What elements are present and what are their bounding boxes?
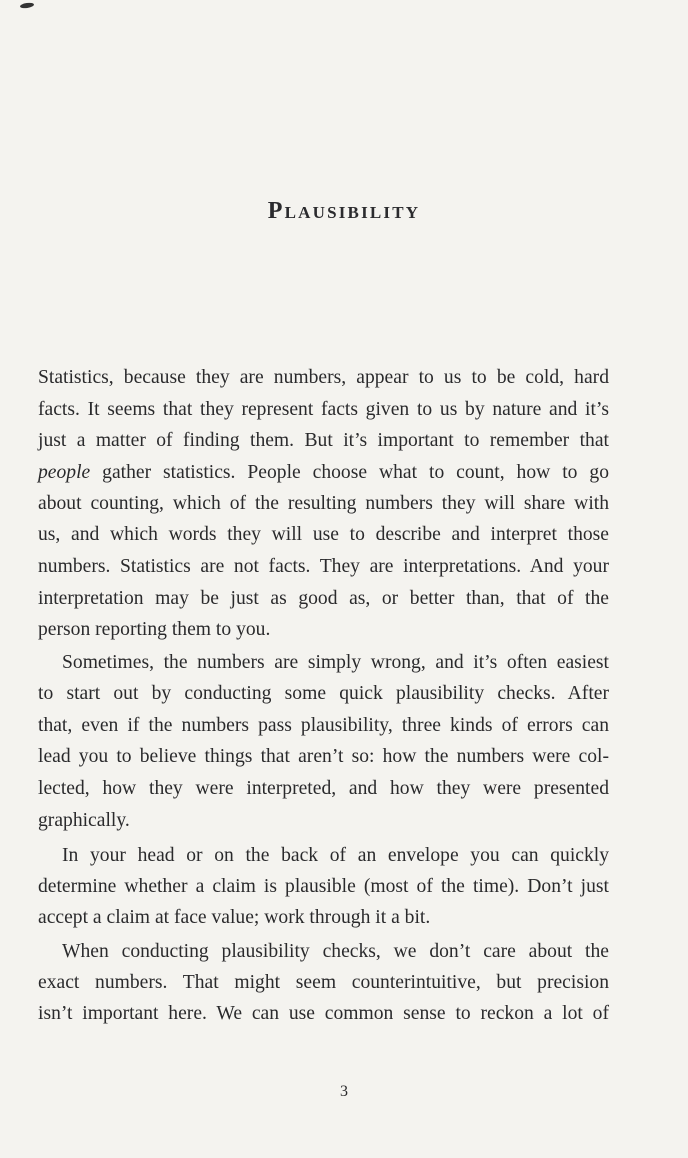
text-line: us, and which words they will use to describe and interpret those	[38, 524, 609, 545]
text-line: Statistics, because they are numbers, appear to us to be cold, hard	[38, 367, 609, 388]
italic-word: people	[38, 462, 91, 483]
text-line: determine whether a claim is plausible (most of the time). Don’t just	[38, 876, 609, 897]
text-line: lected, how they were interpreted, and how they were presented	[38, 778, 609, 799]
text-line: to start out by conducting some quick plausibility checks. After	[38, 683, 609, 704]
text-line: Sometimes, the numbers are simply wrong, and it’s often easiest	[62, 652, 609, 673]
text-line: interpretation may be just as good as, or better than, that of the	[38, 588, 609, 609]
text-line: person reporting them to you.	[38, 619, 271, 640]
text-line: facts. It seems that they represent facts given to us by nature and it’s	[38, 399, 609, 420]
text-line: In your head or on the back of an envelope you can quickly	[62, 845, 609, 866]
text-line: lead you to believe things that aren’t so: how the numbers were col-	[38, 746, 609, 767]
text-line: that, even if the numbers pass plausibility, three kinds of errors can	[38, 715, 609, 736]
ink-smudge	[20, 2, 35, 9]
text-line: graphically.	[38, 810, 130, 831]
text-line: numbers. Statistics are not facts. They are interpretations. And your	[38, 556, 609, 577]
text-line: exact numbers. That might seem counterintuitive, but precision	[38, 972, 609, 993]
text-line: just a matter of finding them. But it’s important to remember that	[38, 430, 609, 451]
text-line	[38, 461, 609, 485]
text-line: accept a claim at face value; work through it a bit.	[38, 907, 431, 928]
text-line: isn’t important here. We can use common sense to reckon a lot of	[38, 1003, 609, 1024]
text-line-rest: gather statistics. People choose what to count, how to go	[90, 462, 609, 483]
text-line: When conducting plausibility checks, we don’t care about the	[62, 941, 609, 962]
text-line: about counting, which of the resulting numbers they will share with	[38, 493, 609, 514]
page-number: 3	[340, 1083, 348, 1100]
section-title: Plausibility	[267, 198, 421, 224]
